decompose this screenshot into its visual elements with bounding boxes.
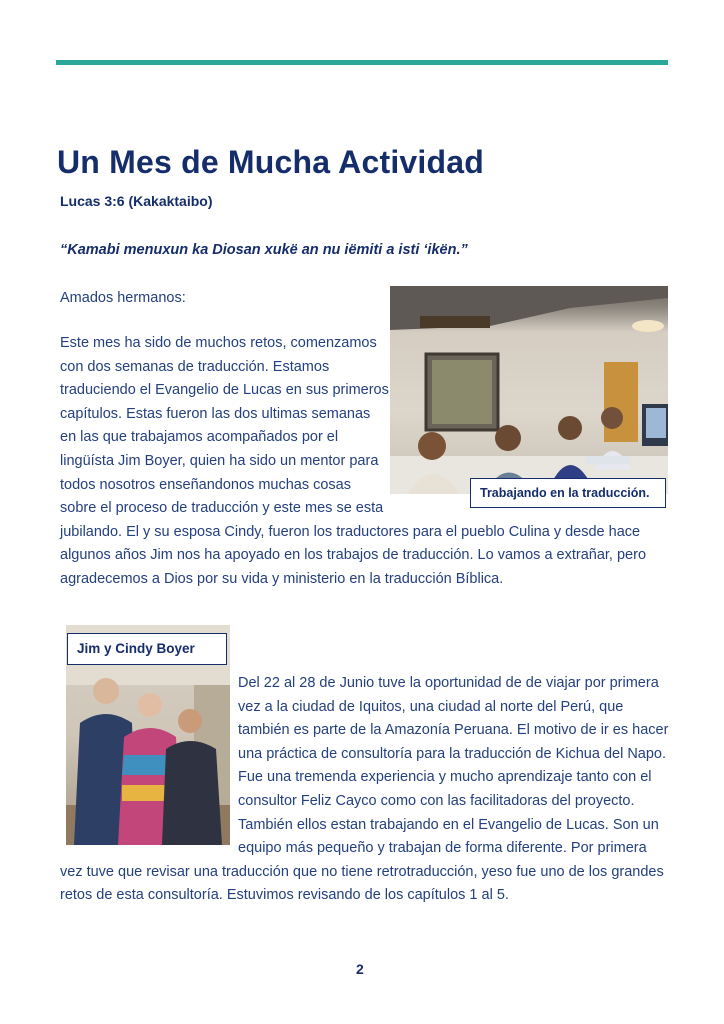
verse-quote: “Kamabi menuxun ka Diosan xukë an nu iëmiti a isti ‘ikën.” bbox=[60, 242, 468, 258]
translation-team-photo bbox=[390, 286, 668, 494]
paragraph-2-text: Del 22 al 28 de Junio tuve la oportunidad de de viajar por primera vez a la ciudad de Iquitos, una ciudad al norte del Perú, que también es parte de la Amazonía Peruana. El motivo de ir es hacer una práctica de consultoría para la traducción de Kichua del Napo. Fue una tremenda experiencia y mucho aprendizaje tanto con el consultor Feliz Cayco como con las facilitadoras del proyecto. También ellos estan trabajando en el Evangelio de Lucas. Son un equipo más pequeño y trabajan de forma diferente. Por primera vez tuve que revisar una traducción que no tiene retrotraducción, yeso fue uno de los grandes retos de esta consultoría. Estuvimos revisando de los capítulos 1 al 5. bbox=[60, 675, 669, 904]
greeting: Amados hermanos: bbox=[60, 290, 186, 306]
boyer-photo-caption: Jim y Cindy Boyer bbox=[67, 633, 227, 665]
page-title: Un Mes de Mucha Actividad bbox=[57, 144, 484, 180]
translation-photo-caption: Trabajando en la traducción. bbox=[470, 478, 666, 508]
verse-reference: Lucas 3:6 (Kakaktaibo) bbox=[60, 193, 213, 209]
header-accent-rule bbox=[56, 60, 668, 65]
translation-team-illustration bbox=[390, 286, 668, 494]
paragraph-1-text: Este mes ha sido de muchos retos, comenzamos con dos semanas de traducción. Estamos traduciendo el Evangelio de Lucas en sus primeros capítulos. Estas fueron las dos ultimas semanas en las que trabajamos acompañados por el lingüísta Jim Boyer, quien ha sido un mentor para todos nosotros enseñandonos muchas cosas sobre el proceso de traducción y este mes se esta jubilando. El y su esposa Cindy, fueron los traductores para el pueblo Culina y desde hace algunos años Jim nos ha apoyado en los trabajos de traducción. Lo vamos a extrañar, pero agradecemos a Dios por su vida y ministerio en la traducción Bíblica. bbox=[60, 335, 647, 587]
page-number: 2 bbox=[356, 961, 364, 977]
